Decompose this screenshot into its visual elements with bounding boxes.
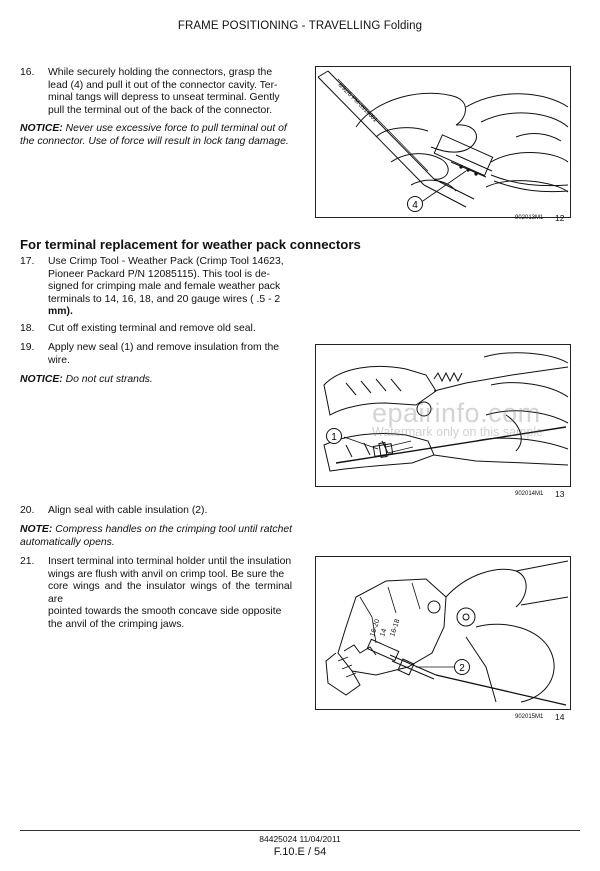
crimp-terminal-illustration bbox=[316, 557, 570, 709]
notice-force bbox=[20, 123, 300, 148]
footer-divider bbox=[20, 830, 580, 831]
gauge-label: 14 bbox=[379, 628, 389, 638]
step-text bbox=[48, 342, 292, 367]
step-line: lead (4) and pull it out of the connector cavity. Ter- bbox=[48, 79, 278, 91]
step-18 bbox=[20, 323, 292, 337]
step-text bbox=[48, 505, 292, 518]
figure-12 bbox=[315, 66, 571, 218]
gauge-label: 16-18 bbox=[389, 618, 402, 638]
callout-4: 4 bbox=[412, 200, 418, 211]
notice-label: NOTICE: bbox=[20, 374, 63, 385]
figure-14 bbox=[315, 556, 571, 710]
step-line: wire. bbox=[48, 354, 70, 366]
step-16 bbox=[20, 67, 292, 119]
figure-number: 14 bbox=[555, 712, 565, 722]
step-number: 16. bbox=[20, 67, 35, 78]
note-label: NOTE: bbox=[20, 524, 53, 535]
callout-2: 2 bbox=[459, 663, 465, 674]
step-number: 21. bbox=[20, 556, 35, 567]
connector-illustration bbox=[316, 67, 570, 217]
step-line: Pioneer Packard P/N 12085115). This tool is de- bbox=[48, 268, 270, 280]
figure-code: 902015M1 bbox=[515, 714, 544, 720]
notice-line: Do not cut strands. bbox=[65, 374, 153, 385]
notice-line: Never use excessive force to pull terminal out of bbox=[65, 123, 287, 134]
step-text bbox=[48, 556, 292, 632]
page-title: FRAME POSITIONING - TRAVELLING Folding bbox=[177, 20, 423, 32]
step-17 bbox=[20, 256, 292, 320]
step-number: 17. bbox=[20, 256, 35, 267]
step-line: Align seal with cable insulation (2). bbox=[48, 505, 208, 516]
notice-line: the connector. Use of force will result in lock tang damage. bbox=[20, 135, 289, 147]
gauge-label: 16-20 bbox=[369, 618, 382, 638]
note-line: Compress handles on the crimping tool until ratchet bbox=[55, 524, 293, 535]
figure-code: 902014M1 bbox=[515, 491, 544, 497]
tool-label: 8/92/6 PM-3910001 bbox=[336, 82, 379, 124]
note-line: automatically opens. bbox=[20, 536, 115, 548]
step-line: signed for crimping male and female weather pack bbox=[48, 281, 281, 293]
step-line: Cut off existing terminal and remove old seal. bbox=[48, 323, 256, 334]
step-line: wings are flush with anvil on crimp tool. Be sure the bbox=[48, 568, 285, 580]
step-19 bbox=[20, 342, 292, 369]
step-line: Apply new seal (1) and remove insulation from the bbox=[48, 342, 280, 353]
callout-1: 1 bbox=[331, 432, 337, 443]
step-line: pointed towards the smooth concave side opposite bbox=[48, 606, 282, 618]
step-line: While securely holding the connectors, grasp the bbox=[48, 67, 273, 78]
step-line: terminals to 14, 16, 18, and 20 gauge wires ( .5 - 2 bbox=[48, 293, 281, 305]
step-line: Insert terminal into terminal holder until the insulation bbox=[48, 556, 292, 567]
step-line: mm). bbox=[48, 306, 73, 318]
watermark-text: epairinfo.com bbox=[372, 398, 541, 428]
page-number: F.10.E / 54 bbox=[273, 846, 327, 858]
step-text bbox=[48, 256, 292, 319]
step-number: 20. bbox=[20, 505, 35, 516]
step-number: 18. bbox=[20, 323, 35, 334]
note-compress-handles bbox=[20, 524, 300, 549]
step-20 bbox=[20, 505, 292, 519]
figure-number: 12 bbox=[555, 213, 565, 223]
document-id: 84425024 11/04/2011 bbox=[259, 834, 341, 844]
step-line: pull the terminal out of the back of the connector. bbox=[48, 104, 273, 116]
step-text bbox=[48, 67, 292, 117]
step-line: core wings and the insulator wings of the terminal are bbox=[48, 581, 292, 605]
notice-strands bbox=[20, 374, 300, 387]
figure-code: 902013M1 bbox=[515, 215, 544, 221]
watermark-subtext: Watermark only on this sample bbox=[372, 425, 544, 439]
step-line: minal tangs will depress to unseat terminal. Gently bbox=[48, 92, 280, 104]
figure-number: 13 bbox=[555, 489, 565, 499]
section-heading: For terminal replacement for weather pack connectors bbox=[20, 237, 361, 252]
notice-label: NOTICE: bbox=[20, 123, 63, 134]
step-line: Use Crimp Tool - Weather Pack (Crimp Tool 14623, bbox=[48, 256, 284, 267]
step-text bbox=[48, 323, 292, 336]
step-number: 19. bbox=[20, 342, 35, 353]
step-line: the anvil of the crimping jaws. bbox=[48, 618, 185, 630]
step-21 bbox=[20, 556, 292, 630]
